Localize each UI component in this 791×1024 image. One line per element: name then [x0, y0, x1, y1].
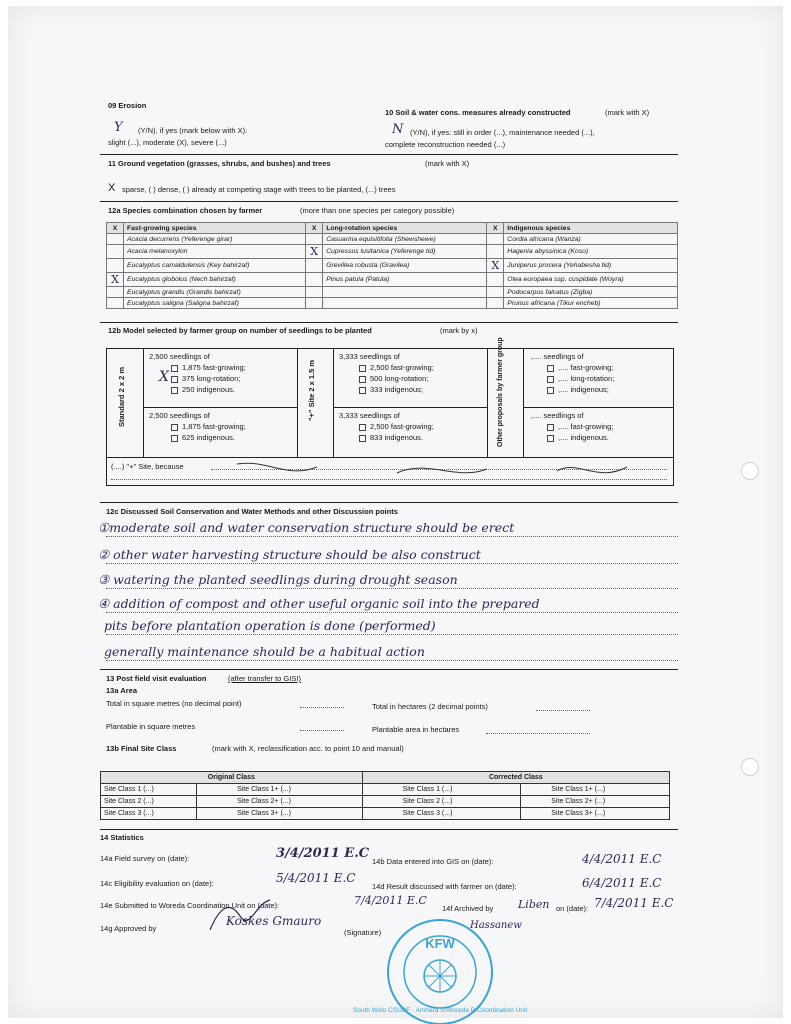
indig-species: Olea europaea ssp. cuspidate (Woyra) [504, 273, 678, 287]
swc-question: (Y/N), if yes: still in order (...), maintenance needed (...), [410, 128, 595, 137]
final-class-hint: (mark with X, reclassification acc. to point 10 and manual) [212, 744, 404, 753]
species-mark [107, 298, 124, 309]
area-title: 13a Area [106, 686, 137, 695]
fast-species: Eucalyptus camaldulensis (Key bahirzaf) [124, 259, 306, 273]
model-mark: X [159, 369, 169, 385]
erosion-question: (Y/N), if yes (mark below with X): [138, 126, 248, 135]
discussion-note: ② other water harvesting structure should be also construct [98, 547, 481, 562]
post-visit-hint: (after transfer to GISI) [228, 674, 301, 683]
discussion-note: pits before plantation operation is done (performed) [104, 618, 436, 633]
swc-answer: N [392, 122, 404, 137]
woreda-submit-label: 14e Submitted to Woreda Coordination Unit on (date): [100, 901, 280, 910]
species-mark: X [107, 273, 124, 287]
divider [100, 322, 678, 323]
fast-species: Eucalyptus grandis (Grandis bahirzaf) [124, 287, 306, 298]
std-option-1-line[interactable]: 250 indigenous. [171, 385, 235, 394]
species-mark [306, 298, 323, 309]
form-body [100, 96, 678, 938]
site-class-cell[interactable]: Site Class 3+ (...) [197, 808, 363, 820]
plus-site-because: (....) "+" Site, because [111, 462, 184, 471]
approved-label: 14g Approved by [100, 924, 157, 933]
punch-hole [741, 462, 759, 480]
plus-option-1-line[interactable]: 333 indigenous; [359, 385, 423, 394]
other-option-1-line[interactable]: ,.... indigenous; [547, 385, 609, 394]
other-option-1-title: ,.... seedlings of [531, 352, 584, 361]
indig-species: Juniperus procera (Yehabesha tid) [504, 259, 678, 273]
vegetation-mark: X [108, 182, 116, 194]
farmer-discussion-date: 6/4/2011 E.C [582, 876, 662, 890]
long-species [323, 298, 487, 309]
species-mark [487, 298, 504, 309]
species-table [106, 222, 678, 309]
eligibility-label: 14c Eligibility evaluation on (date): [100, 879, 214, 888]
long-species: Grevillea robusta (Gravilea) [323, 259, 487, 273]
species-x-header: X [487, 223, 504, 234]
signature-label: (Signature) [344, 928, 382, 937]
fast-species: Eucalyptus globolus (Nech bahirzaf) [124, 273, 306, 287]
fast-species: Eucalyptus saligna (Saligna bahirzaf) [124, 298, 306, 309]
swc-hint: (mark with X) [605, 108, 650, 117]
species-mark [306, 259, 323, 273]
indig-species: Hagenia abyssinica (Koso) [504, 245, 678, 259]
other-option-1-line[interactable]: ,.... fast-growing; [547, 363, 613, 372]
divider [100, 669, 678, 670]
long-species: Cupressus lusitanica (Yeferenge tid) [323, 245, 487, 259]
site-class-cell[interactable]: Site Class 2+ (...) [521, 796, 670, 808]
indigenous-header: Indigenous species [504, 223, 678, 234]
plantable-ha-label: Plantable area in hectares [372, 725, 460, 734]
discussion-note: ③ watering the planted seedlings during drought season [98, 572, 458, 587]
other-option-2-line[interactable]: ,.... indigenous. [547, 433, 609, 442]
stamp-ring-text: South Wolo CSUBF · Amhara S/Woreda P/Coordination Unit [352, 1007, 528, 1014]
erosion-title: 09 Erosion [108, 101, 147, 110]
species-mark: X [306, 245, 323, 259]
stamp-center-text: KFW [425, 936, 455, 951]
field-survey-label: 14a Field survey on (date): [100, 854, 190, 863]
archived-date: 7/4/2011 E.C [594, 896, 674, 910]
original-class-header: Original Class [101, 772, 363, 784]
long-species: Pinus patula (Patula) [323, 273, 487, 287]
total-sqm-field[interactable] [300, 707, 344, 708]
species-x-header: X [306, 223, 323, 234]
corrected-class-header: Corrected Class [362, 772, 669, 784]
model-hint: (mark by x) [440, 326, 478, 335]
indig-species: Podocarpus falcatus (Zigba) [504, 287, 678, 298]
long-species: Casuarina equisitifolia (Shewshewe) [323, 234, 487, 245]
total-sqm-label: Total in square metres (no decimal point) [106, 699, 242, 708]
site-class-table [100, 771, 670, 820]
vegetation-title: 11 Ground vegetation (grasses, shrubs, and bushes) and trees [108, 159, 331, 168]
species-mark [107, 287, 124, 298]
fast-growing-header: Fast-growing species [124, 223, 306, 234]
site-class-cell[interactable]: Site Class 1 (...) [362, 784, 521, 796]
indig-species: Prunus africana (Tikur encheb) [504, 298, 678, 309]
other-proposals-label: Other proposals by farmer group [497, 337, 504, 447]
indig-species: Cordia africana (Wanza) [504, 234, 678, 245]
divider [100, 154, 678, 155]
plus-option-1-line[interactable]: 500 long-rotation; [359, 374, 428, 383]
species-mark [306, 287, 323, 298]
species-mark [306, 234, 323, 245]
discussion-title: 12c Discussed Soil Conservation and Water Methods and other Discussion points [106, 507, 398, 516]
farmer-discussion-label: 14d Result discussed with farmer on (date): [372, 882, 517, 891]
species-mark [306, 273, 323, 287]
species-hint: (more than one species per category possible) [300, 206, 455, 215]
plus-option-1-line[interactable]: 2,500 fast-growing; [359, 363, 434, 372]
total-ha-field[interactable] [536, 710, 590, 711]
species-mark [487, 234, 504, 245]
archived-label: 14f Archived by [442, 904, 494, 913]
species-mark [107, 259, 124, 273]
std-option-1-title: 2,500 seedlings of [149, 352, 210, 361]
archived-by: Liben [518, 898, 550, 911]
plantable-sqm-field[interactable] [300, 730, 344, 731]
divider [100, 829, 678, 830]
post-visit-title: 13 Post field visit evaluation [106, 674, 207, 683]
swc-title: 10 Soil & water cons. measures already constructed [385, 108, 571, 117]
field-survey-date: 3/4/2011 E.C [276, 846, 370, 861]
vegetation-hint: (mark with X) [425, 159, 470, 168]
site-class-cell[interactable]: Site Class 2 (...) [101, 796, 197, 808]
species-x-header: X [107, 223, 124, 234]
plus-option-2-line[interactable]: 2,500 fast-growing; [359, 422, 434, 431]
statistics-title: 14 Statistics [100, 833, 144, 842]
site-class-cell[interactable]: Site Class 1+ (...) [197, 784, 363, 796]
erosion-severity: slight (...), moderate (X), severe (...) [108, 138, 227, 147]
std-option-1-line[interactable]: 375 long-rotation; [171, 374, 240, 383]
species-mark [487, 287, 504, 298]
approver-extra: Hassanew [470, 920, 522, 931]
signature-scribble [200, 896, 280, 936]
species-mark [487, 273, 504, 287]
plus-site-label: "+" Site 2 x 1.5 m [307, 359, 316, 421]
swc-question-2: complete reconstruction needed (...) [385, 140, 506, 149]
divider [100, 201, 678, 202]
std-option-2-line[interactable]: 625 indigenous. [171, 433, 235, 442]
species-mark [487, 245, 504, 259]
woreda-submit-date: 7/4/2011 E.C [354, 894, 427, 907]
erosion-answer: Y [114, 120, 123, 135]
fast-species: Acacia decurrens (Yeferenge girar) [124, 234, 306, 245]
plantable-ha-field[interactable] [486, 733, 590, 734]
site-class-cell[interactable]: Site Class 1+ (...) [521, 784, 670, 796]
site-class-cell[interactable]: Site Class 3+ (...) [521, 808, 670, 820]
other-option-1-line[interactable]: ,.... long-rotation; [547, 374, 614, 383]
total-ha-label: Total in hectares (2 decimal points) [372, 702, 488, 711]
long-species [323, 287, 487, 298]
species-mark: X [487, 259, 504, 273]
long-rotation-header: Long-rotation species [323, 223, 487, 234]
standard-label: Standard 2 x 2 m [117, 366, 126, 427]
species-mark [107, 245, 124, 259]
plantable-sqm-label: Plantable in square metres [106, 722, 196, 731]
discussion-note: ①moderate soil and water conservation structure should be erect [98, 520, 515, 535]
eligibility-date: 5/4/2011 E.C [276, 871, 356, 885]
std-option-1-line[interactable]: 1,875 fast-growing; [171, 363, 246, 372]
model-title: 12b Model selected by farmer group on number of seedlings to be planted [108, 326, 372, 335]
punch-hole [741, 758, 759, 776]
divider [100, 502, 678, 503]
discussion-note: ④ addition of compost and other useful organic soil into the prepared [98, 596, 540, 611]
model-grid [106, 337, 674, 486]
final-class-title: 13b Final Site Class [106, 744, 177, 753]
plus-option-1-title: 3,333 seedlings of [339, 352, 400, 361]
site-class-cell[interactable]: Site Class 3 (...) [101, 808, 197, 820]
other-option-2-line[interactable]: ,.... fast-growing; [547, 422, 613, 431]
plus-option-2-title: 3,333 seedlings of [339, 411, 400, 420]
vegetation-options: sparse, ( ) dense, ( ) already at competing stage with trees to be planted, (...) trees [122, 185, 396, 194]
site-class-cell[interactable]: Site Class 2+ (...) [197, 796, 363, 808]
fast-species: Acacia melanoxylon [124, 245, 306, 259]
site-class-cell[interactable]: Site Class 1 (...) [101, 784, 197, 796]
gis-entry-label: 14b Data entered into GIS on (date): [372, 857, 494, 866]
scribble-lines [227, 459, 667, 485]
gis-entry-date: 4/4/2011 E.C [582, 852, 662, 866]
discussion-note: generally maintenance should be a habitual action [104, 644, 425, 659]
std-option-2-title: 2,500 seedlings of [149, 411, 210, 420]
site-class-cell[interactable]: Site Class 3 (...) [362, 808, 521, 820]
plus-option-2-line[interactable]: 833 indigenous. [359, 433, 423, 442]
other-option-2-title: ,.... seedlings of [531, 411, 584, 420]
approver-name: Koskes Gmauro [226, 914, 322, 928]
species-title: 12a Species combination chosen by farmer [108, 206, 263, 215]
species-mark [107, 234, 124, 245]
archived-on-label: on (date): [556, 904, 589, 913]
std-option-2-line[interactable]: 1,875 fast-growing; [171, 422, 246, 431]
site-class-cell[interactable]: Site Class 2 (...) [362, 796, 521, 808]
